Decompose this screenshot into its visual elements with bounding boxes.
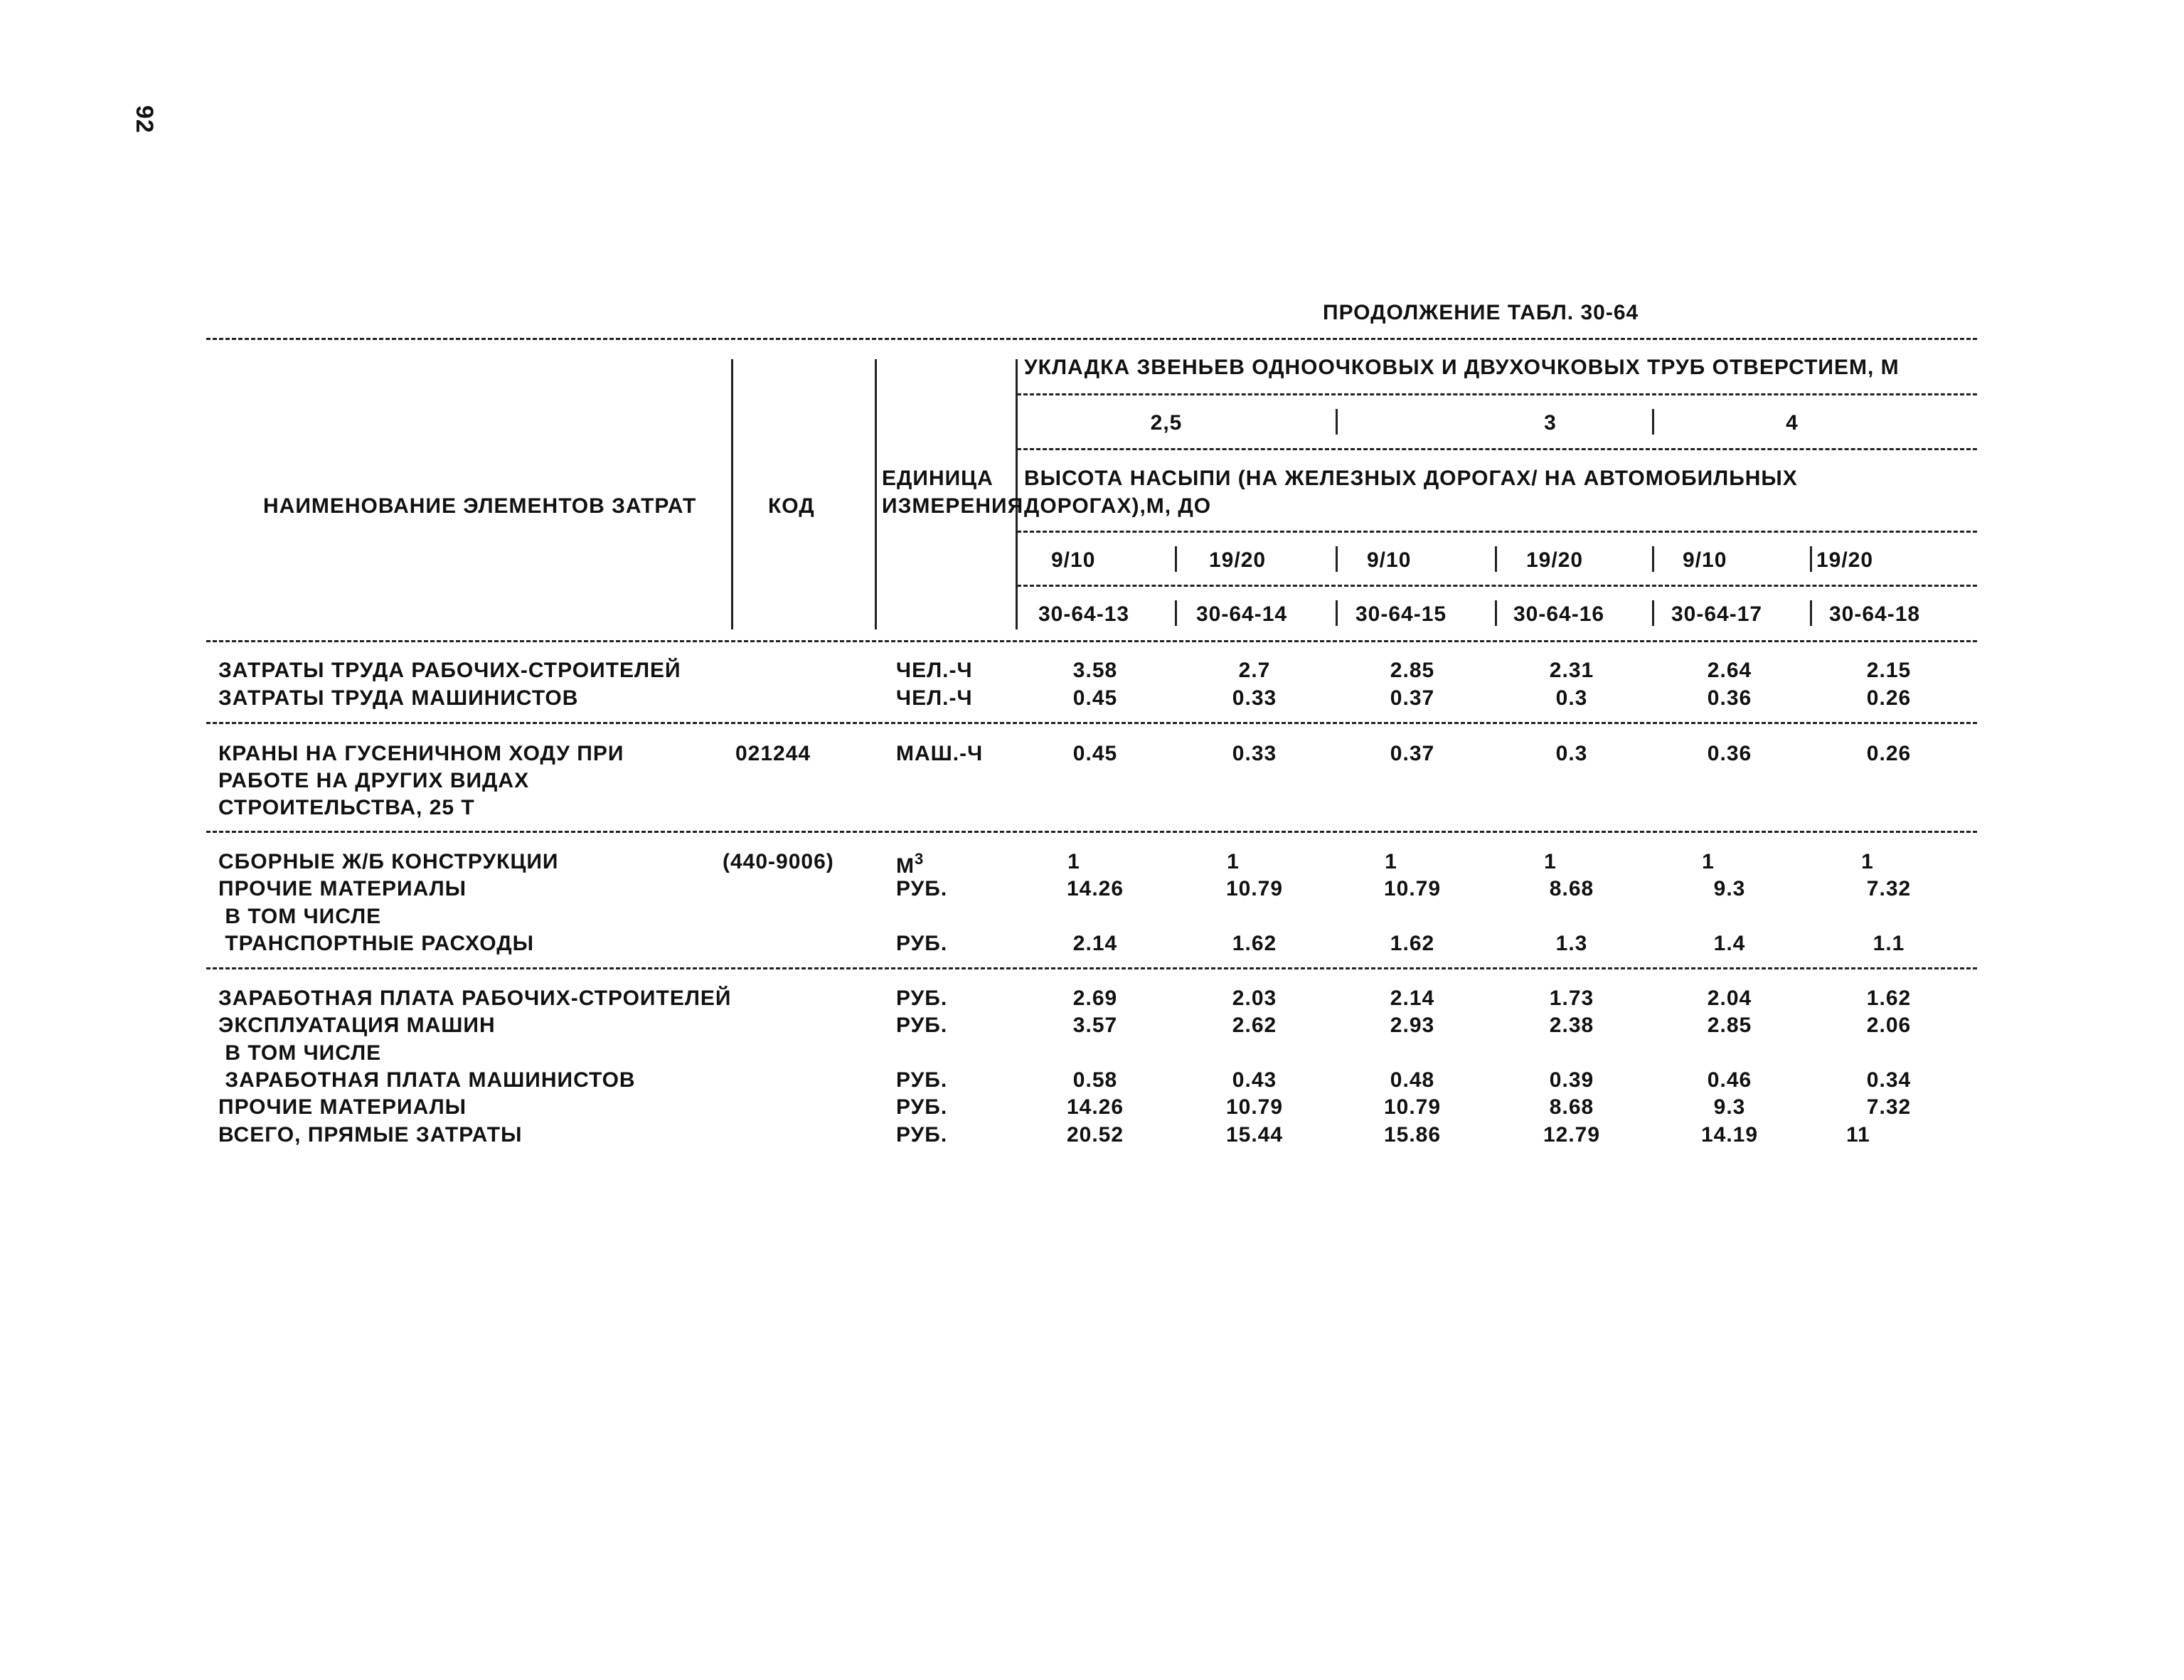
header-diameter: 4	[1786, 411, 1799, 435]
row-value: 14.26	[1066, 877, 1124, 900]
rule-top	[206, 338, 1977, 340]
row-value: 10.79	[1225, 1095, 1284, 1119]
header-height: 9/10	[1683, 548, 1727, 572]
row-value: 0.39	[1549, 1068, 1594, 1092]
row-value: 10.79	[1383, 877, 1442, 900]
row-name: ЗАТРАТЫ ТРУДА РАБОЧИХ-СТРОИТЕЛЕЙ	[218, 659, 681, 682]
row-value: 8.68	[1549, 877, 1594, 900]
row-unit: ЧЕЛ.-Ч	[896, 686, 973, 710]
row-name: ЗАРАБОТНАЯ ПЛАТА МАШИНИСТОВ	[218, 1068, 636, 1092]
row-unit: РУБ.	[896, 1068, 948, 1092]
row-value: 2.85	[1390, 659, 1435, 682]
row-value: 1.73	[1549, 987, 1594, 1010]
row-value: 0.3	[1555, 742, 1588, 765]
row-value: 1.1	[1873, 932, 1905, 955]
row-value: 12.79	[1543, 1123, 1601, 1147]
row-value: 2.85	[1707, 1014, 1752, 1037]
header-name-col: НАИМЕНОВАНИЕ ЭЛЕМЕНТОВ ЗАТРАТ	[263, 494, 697, 518]
row-value: 0.37	[1390, 686, 1435, 710]
vline-h-5	[1810, 546, 1812, 572]
row-value: 0.36	[1707, 686, 1752, 710]
row-value: 0.43	[1232, 1068, 1277, 1092]
row-name: В ТОМ ЧИСЛЕ	[218, 905, 382, 928]
row-value: 8.68	[1549, 1095, 1594, 1119]
row-value: 2.31	[1549, 659, 1594, 682]
row-unit: РУБ.	[896, 877, 948, 900]
row-name: ВСЕГО, ПРЯМЫЕ ЗАТРАТЫ	[218, 1123, 523, 1147]
row-value: 1	[1067, 850, 1080, 873]
rule-header-3	[1017, 531, 1977, 533]
row-value: 0.58	[1072, 1068, 1118, 1092]
row-value: 9.3	[1713, 877, 1746, 900]
row-unit: РУБ.	[896, 1014, 948, 1037]
row-value: 0.3	[1555, 686, 1588, 710]
row-name: ТРАНСПОРТНЫЕ РАСХОДЫ	[218, 932, 534, 955]
rule-section-3	[206, 967, 1977, 969]
row-value: 2.06	[1866, 1014, 1912, 1037]
row-unit: РУБ.	[896, 987, 948, 1010]
row-value: 11	[1846, 1123, 1870, 1147]
vline-c-2	[1336, 600, 1338, 626]
row-name: ЭКСПЛУАТАЦИЯ МАШИН	[218, 1014, 496, 1037]
row-value: 2.03	[1232, 987, 1277, 1010]
row-value: 1.62	[1390, 932, 1435, 955]
row-value: 0.26	[1866, 742, 1912, 765]
rule-section-2	[206, 831, 1977, 833]
row-value: 10.79	[1225, 877, 1284, 900]
header-height: 9/10	[1367, 548, 1412, 572]
row-value: 15.86	[1383, 1123, 1442, 1147]
vline-c-4	[1652, 600, 1654, 626]
row-value: 3.57	[1072, 1014, 1118, 1037]
row-value: 0.46	[1707, 1068, 1752, 1092]
header-code: 30-64-15	[1355, 602, 1447, 626]
row-value: 0.34	[1866, 1068, 1912, 1092]
row-value: 1	[1227, 850, 1240, 873]
row-value: 7.32	[1866, 1095, 1912, 1119]
row-name: СТРОИТЕЛЬСТВА, 25 Т	[218, 796, 475, 819]
header-height-line2: ДОРОГАХ),М, ДО	[1024, 494, 1212, 518]
row-value: 1.62	[1232, 932, 1277, 955]
header-diameter: 3	[1544, 411, 1557, 435]
header-code: 30-64-13	[1038, 602, 1130, 626]
vline-h-3	[1495, 546, 1497, 572]
row-value: 1.3	[1555, 932, 1588, 955]
row-value: 2.62	[1232, 1014, 1277, 1037]
row-value: 7.32	[1866, 877, 1912, 900]
row-value: 1	[1702, 850, 1715, 873]
row-unit: РУБ.	[896, 932, 948, 955]
rule-header-4	[1017, 585, 1977, 587]
unit-sup: 3	[915, 850, 925, 868]
row-name: КРАНЫ НА ГУСЕНИЧНОМ ХОДУ ПРИ	[218, 742, 624, 765]
header-code: 30-64-17	[1671, 602, 1763, 626]
vline-diam-2	[1652, 409, 1654, 435]
vline-code-left	[731, 359, 733, 629]
row-value: 0.45	[1072, 686, 1118, 710]
vline-unit-left	[875, 359, 877, 629]
header-height: 9/10	[1051, 548, 1096, 572]
row-value: 0.26	[1866, 686, 1912, 710]
row-name: ПРОЧИЕ МАТЕРИАЛЫ	[218, 877, 467, 900]
row-value: 2.14	[1072, 932, 1118, 955]
row-value: 0.36	[1707, 742, 1752, 765]
vline-h-1	[1175, 546, 1177, 572]
row-name: ЗАРАБОТНАЯ ПЛАТА РАБОЧИХ-СТРОИТЕЛЕЙ	[218, 987, 732, 1010]
header-code-col: КОД	[768, 494, 815, 518]
row-value: 15.44	[1225, 1123, 1284, 1147]
row-value: 0.33	[1232, 742, 1277, 765]
row-value: 1	[1861, 850, 1874, 873]
header-code: 30-64-16	[1513, 602, 1605, 626]
vline-c-3	[1495, 600, 1497, 626]
row-value: 0.48	[1390, 1068, 1435, 1092]
row-value: 0.45	[1072, 742, 1118, 765]
row-value: 2.69	[1072, 987, 1118, 1010]
row-value: 2.14	[1390, 987, 1435, 1010]
header-unit-line2: ИЗМЕРЕНИЯ	[882, 494, 1024, 518]
rule-header-1	[1017, 393, 1977, 395]
row-value: 0.37	[1390, 742, 1435, 765]
unit-base: М	[896, 854, 915, 878]
header-height: 19/20	[1209, 548, 1267, 572]
header-height: 19/20	[1816, 548, 1874, 572]
row-unit: МАШ.-Ч	[896, 742, 984, 765]
vline-c-5	[1810, 600, 1812, 626]
row-value: 14.26	[1066, 1095, 1124, 1119]
row-value: 14.19	[1700, 1123, 1759, 1147]
row-code: (440-9006)	[723, 850, 834, 873]
vline-diam-1	[1336, 409, 1338, 435]
row-unit: РУБ.	[896, 1095, 948, 1119]
header-unit-line1: ЕДИНИЦА	[882, 467, 994, 490]
rule-section-1	[206, 722, 1977, 724]
row-name: СБОРНЫЕ Ж/Б КОНСТРУКЦИИ	[218, 850, 559, 873]
row-unit: ЧЕЛ.-Ч	[896, 659, 973, 682]
row-unit: РУБ.	[896, 1123, 948, 1147]
row-value: 3.58	[1072, 659, 1118, 682]
row-value: 0.33	[1232, 686, 1277, 710]
row-value: 2.93	[1390, 1014, 1435, 1037]
row-value: 2.38	[1549, 1014, 1594, 1037]
row-value: 9.3	[1713, 1095, 1746, 1119]
row-value: 1.62	[1866, 987, 1912, 1010]
rule-header-2	[1017, 448, 1977, 450]
row-value: 20.52	[1066, 1123, 1124, 1147]
page-number: 92	[131, 105, 158, 134]
row-value: 1	[1544, 850, 1557, 873]
header-height-line1: ВЫСОТА НАСЫПИ (НА ЖЕЛЕЗНЫХ ДОРОГАХ/ НА АВТОМОБИЛЬНЫХ	[1024, 467, 1798, 490]
header-code: 30-64-14	[1196, 602, 1288, 626]
rule-header-bottom	[206, 640, 1977, 642]
row-code: 021244	[735, 742, 811, 765]
row-value: 2.04	[1707, 987, 1752, 1010]
row-value: 2.64	[1707, 659, 1752, 682]
row-unit	[896, 851, 924, 877]
row-name: РАБОТЕ НА ДРУГИХ ВИДАХ	[218, 769, 530, 792]
row-value: 2.15	[1866, 659, 1912, 682]
vline-c-1	[1175, 600, 1177, 626]
header-code: 30-64-18	[1829, 602, 1921, 626]
row-name: ЗАТРАТЫ ТРУДА МАШИНИСТОВ	[218, 686, 579, 710]
row-name: В ТОМ ЧИСЛЕ	[218, 1041, 382, 1065]
row-value: 1	[1385, 850, 1397, 873]
header-diameter: 2,5	[1150, 411, 1183, 435]
row-value: 2.7	[1238, 659, 1271, 682]
vline-h-4	[1652, 546, 1654, 572]
table-title: ПРОДОЛЖЕНИЕ ТАБЛ. 30-64	[1323, 301, 1639, 324]
header-work-title: УКЛАДКА ЗВЕНЬЕВ ОДНООЧКОВЫХ И ДВУХОЧКОВЫХ ТРУБ ОТВЕРСТИЕМ, М	[1024, 356, 1900, 379]
row-name: ПРОЧИЕ МАТЕРИАЛЫ	[218, 1095, 467, 1119]
vline-h-2	[1336, 546, 1338, 572]
header-height: 19/20	[1526, 548, 1584, 572]
row-value: 1.4	[1713, 932, 1746, 955]
row-value: 10.79	[1383, 1095, 1442, 1119]
